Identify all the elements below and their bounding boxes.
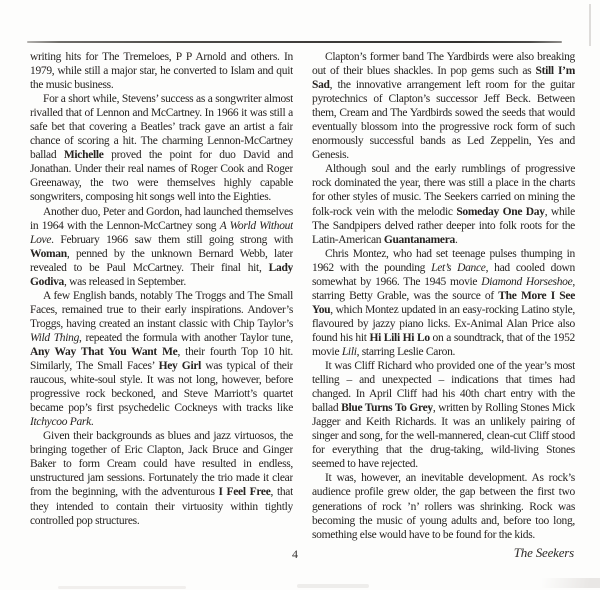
bold-text: Hey Girl bbox=[158, 360, 202, 373]
text: was typical of their raucous, white-soul style. It was not long, however, before progressive rock beckoned, and Steve Marriott’s quartet became pop’s first psychedelic Cockneys with tracks like bbox=[30, 360, 293, 415]
text: . February 1966 saw them still going strong with bbox=[51, 233, 293, 246]
italic-text: Lili bbox=[341, 345, 357, 358]
text: It was, however, an inevitable development. As rock’s audience profile grew older, the gap between the first two generations of rock ’n’ rollers was shrinking. Rock was becoming the music of young adults and, before too long, something else would have to be found for the kids. bbox=[312, 472, 575, 541]
text: , while The Sandpipers delved rather deeper into folk roots for the Latin-American bbox=[312, 205, 575, 246]
bold-text: Woman bbox=[30, 247, 67, 260]
paragraph bbox=[30, 429, 293, 527]
text: Although soul and the early rumblings of progressive rock dominated the year, there was still a place in the charts for other styles of music. The Seekers carried on mining the folk-rock vein with the melodic bbox=[312, 163, 575, 218]
text: , repeated the formula with another Taylor tune, bbox=[79, 331, 293, 344]
text: , the innovative arrangement left room for the guitar pyrotechnics of Clapton’s successor Jeff Beck. Between them, Cream and The Yardbirds sowed the seeds that would eventually blossom into the progressive rock form of such enormously successful bands as Led Zeppelin, Yes and Genesis. bbox=[312, 79, 575, 162]
text: , that they intended to contain their virtuosity within tightly controlled pop structures. bbox=[30, 486, 293, 527]
bold-text: Guantanamera bbox=[383, 233, 455, 246]
scan-artifact-bottom-left bbox=[58, 586, 186, 589]
bold-text: The More I See You bbox=[312, 289, 575, 316]
text: For a short while, Stevens’ success as a songwriter almost rivalled that of Lennon and McCartney. In 1966 it was still a safe bet that covering a Beatles’ track gave an artist a fair chance of scoring a hit. The charming Lennon-McCartney ballad bbox=[30, 93, 293, 162]
page-top-rule bbox=[27, 41, 562, 43]
text: It was Cliff Richard who provided one of the year’s most telling – and unexpected – indications that times had changed. In April Cliff had his 40th chart entry with the ballad bbox=[312, 360, 575, 415]
text: proved the point for duo David and Jonathan. Under their real names of Roger Cook and Roger Greenaway, the two were themselves highly capable songwriters, composing hit songs well into the Eighties. bbox=[30, 149, 293, 204]
paragraph bbox=[312, 359, 575, 471]
text: , penned by the unknown Bernard Webb, later revealed to be Paul McCartney. Their final hit, bbox=[30, 247, 293, 274]
italic-text: Diamond Horseshoe bbox=[481, 275, 573, 288]
left-column bbox=[30, 50, 293, 547]
text: , starring Betty Grable, was the source of bbox=[312, 275, 575, 302]
paragraph bbox=[30, 50, 293, 92]
text: Another duo, Peter and Gordon, had launched themselves in 1964 with the Lennon-McCartney song bbox=[30, 205, 293, 232]
running-footer-title: The Seekers bbox=[513, 545, 574, 560]
paragraph bbox=[312, 50, 575, 162]
text: writing hits for The Tremeloes, P P Arnold and others. In 1979, while still a major star, he converted to Islam and quit the music business. bbox=[30, 51, 293, 92]
scan-artifact-bottom-center bbox=[297, 584, 369, 588]
scan-artifact-bottom-right bbox=[542, 578, 600, 588]
bold-text: Michelle bbox=[63, 149, 104, 162]
text: , which Montez updated in an easy-rocking Latino style, flavoured by jazzy piano licks. Ex-Animal Alan Price also found his hit bbox=[312, 303, 575, 344]
italic-text: A World Without Love bbox=[30, 219, 293, 246]
paragraph bbox=[30, 205, 293, 289]
text: , written by Rolling Stones Mick Jagger and Keith Richards. It was an unlikely pairing of singer and song, for the well-mannered, clean-cut Cliff stood for everything that the drug-taking, wild-living Stones seemed to have rejected. bbox=[312, 402, 575, 471]
scan-artifact-page-edge bbox=[589, 4, 591, 46]
bold-text: Someday One Day bbox=[456, 205, 545, 218]
text: . bbox=[454, 233, 458, 246]
text: , their fourth Top 10 hit. Similarly, The Small Faces’ bbox=[30, 345, 293, 373]
right-column bbox=[312, 50, 575, 547]
text: , was released in September. bbox=[64, 275, 186, 288]
paragraph bbox=[312, 162, 575, 246]
paragraph bbox=[312, 247, 575, 359]
paragraph bbox=[30, 92, 293, 204]
text: Clapton’s former band The Yardbirds were also breaking out of their blues shackles. In pop gems such as bbox=[312, 51, 575, 78]
bold-text: Hi Lili Hi Lo bbox=[369, 331, 430, 344]
bold-text: Lady Godiva bbox=[30, 261, 293, 288]
bold-text: Any Way That You Want Me bbox=[30, 345, 178, 358]
text: , had cooled down somewhat by 1966. The 1945 movie bbox=[312, 261, 575, 288]
text: A few English bands, notably The Troggs and The Small Faces, remained true to their early inspirations. Andover’s Troggs, having created an instant classic with Chip Taylor’s bbox=[30, 289, 293, 330]
italic-text: Itchycoo Park bbox=[30, 416, 91, 429]
text: . bbox=[90, 416, 94, 429]
paragraph bbox=[30, 289, 293, 429]
page-number: 4 bbox=[292, 547, 298, 561]
italic-text: Wild Thing bbox=[30, 331, 80, 344]
bold-text: Still I’m Sad bbox=[312, 65, 575, 92]
text: Given their backgrounds as blues and jazz virtuosos, the bringing together of Eric Clapton, Jack Bruce and Ginger Baker to form Cream could have resulted in endless, unstructured jam sessions. Fortunately the trio made it clear from the beginning, with the adventurous bbox=[30, 430, 293, 499]
bold-text: Blue Turns To Grey bbox=[341, 402, 433, 415]
paragraph bbox=[312, 471, 575, 541]
text: , starring Leslie Caron. bbox=[356, 345, 456, 358]
bold-text: I Feel Free bbox=[218, 486, 271, 499]
text: Chris Montez, who had set teenage pulses thumping in 1962 with the pounding bbox=[312, 247, 575, 274]
text: on a soundtrack, that of the 1952 movie bbox=[312, 331, 575, 358]
italic-text: Let’s Dance bbox=[431, 261, 486, 274]
